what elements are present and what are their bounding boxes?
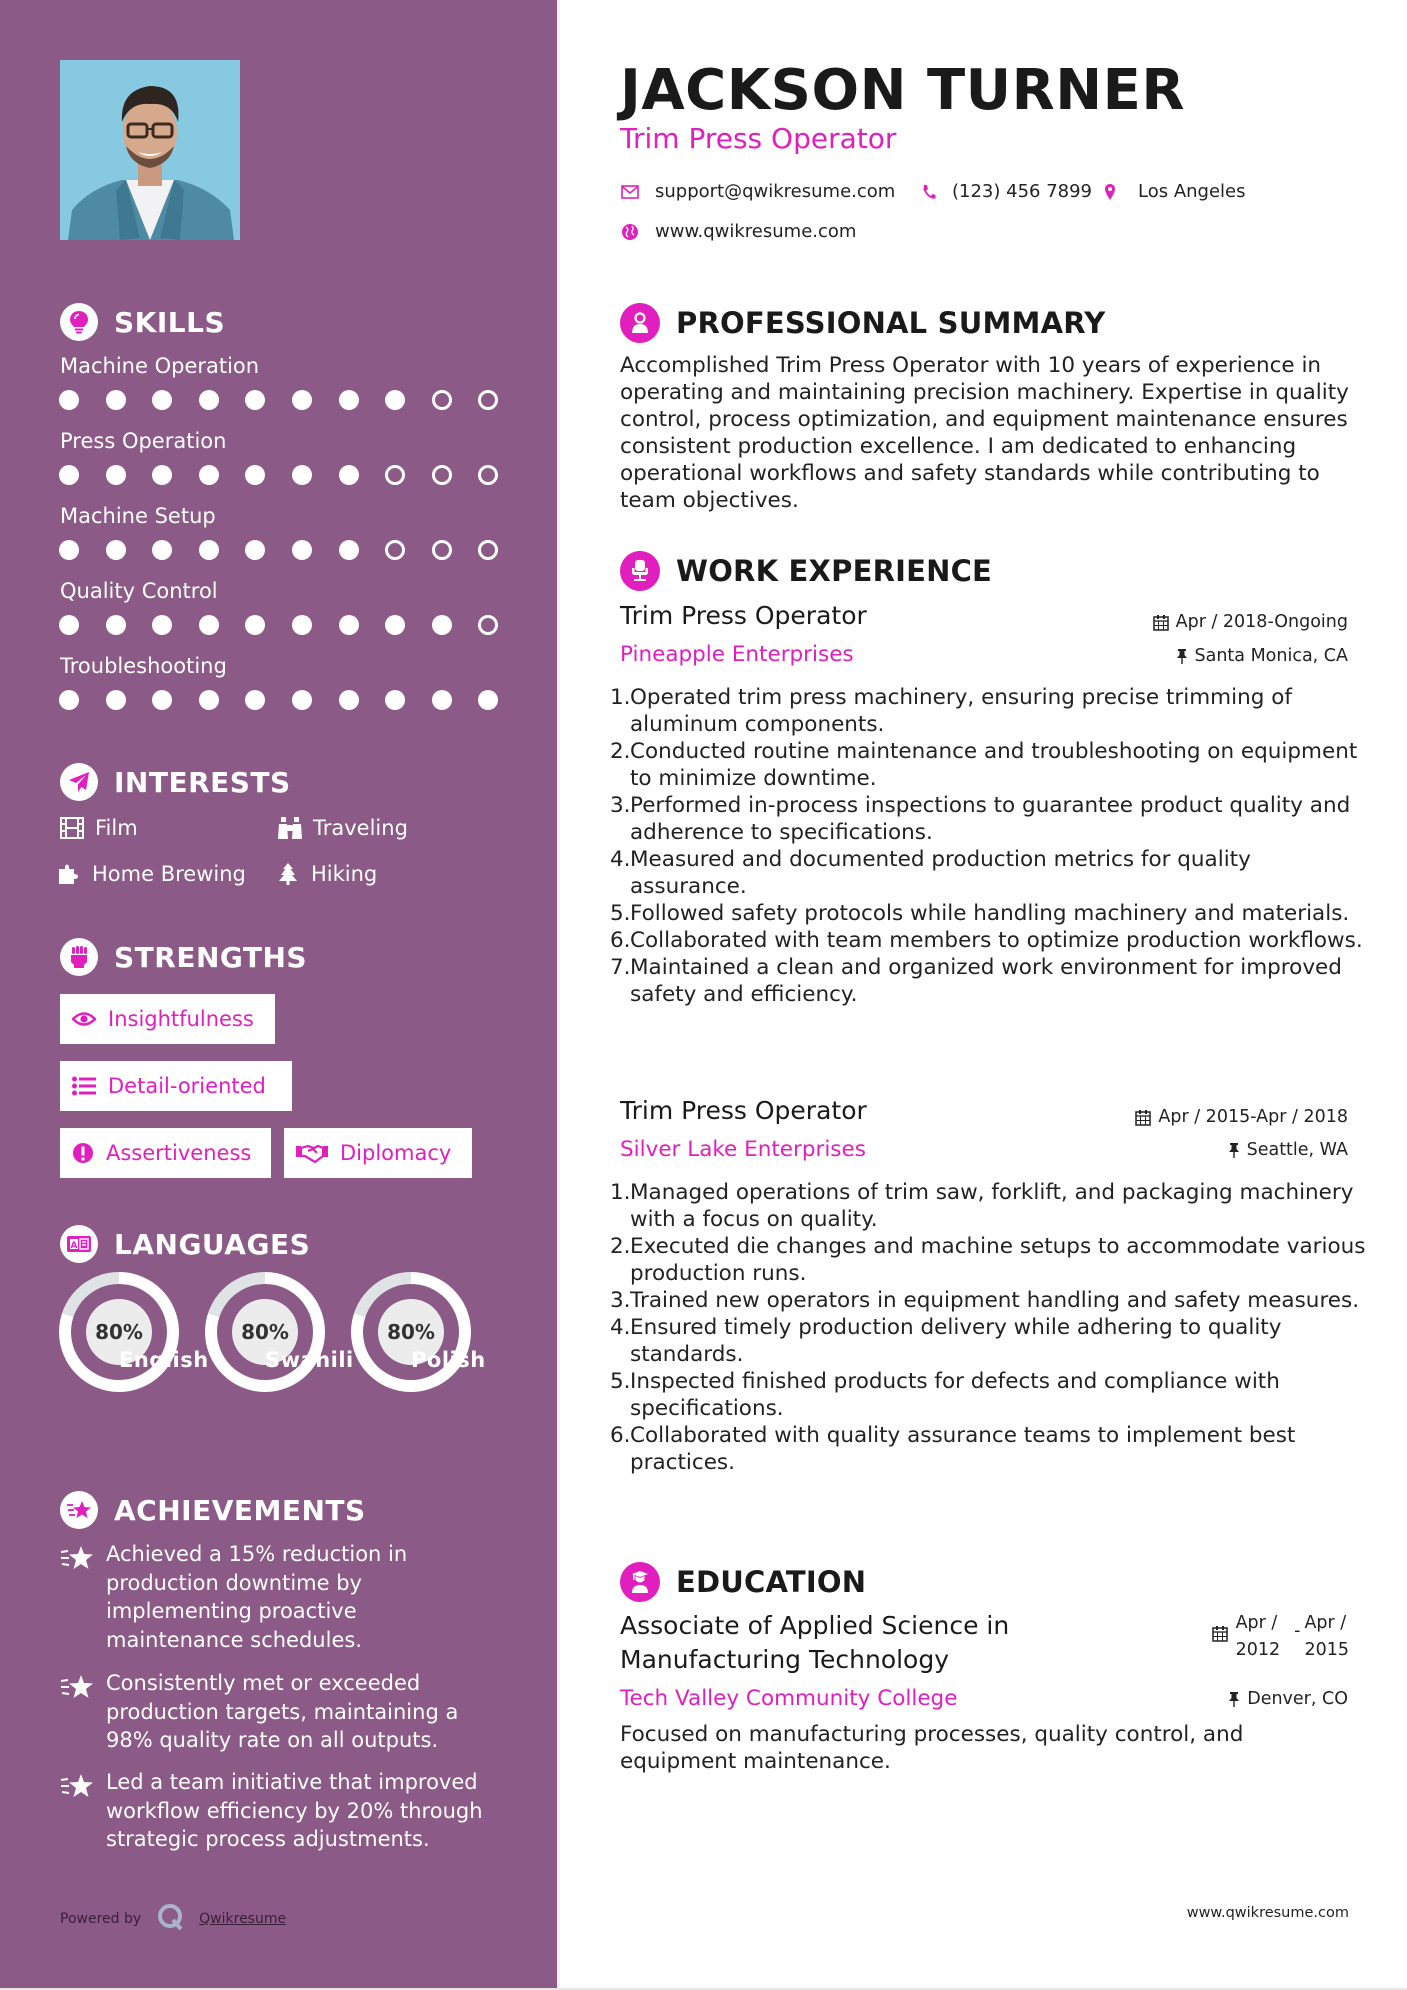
rating-dot-filled [152, 615, 172, 635]
shooting-star-icon [60, 1669, 106, 1755]
responsibility-item [610, 927, 1370, 954]
calendar-icon [1212, 1624, 1228, 1651]
school-name: Tech Valley Community College [620, 1686, 958, 1711]
strengths-title: STRENGTHS [114, 940, 308, 974]
rating-dot-filled [245, 615, 265, 635]
skill-label: Troubleshooting [60, 654, 227, 678]
job-dates-text: Apr / 2015-Apr / 2018 [1158, 1107, 1348, 1127]
responsibility-item [610, 954, 1370, 1008]
candidate-role: Trim Press Operator [620, 122, 897, 155]
rating-dot-filled [106, 540, 126, 560]
email-text: support@qwikresume.com [655, 181, 896, 202]
achievements-header [60, 1490, 366, 1530]
profile-photo [60, 60, 240, 240]
item-number: 3. [610, 1288, 631, 1313]
sidebar [0, 0, 557, 1990]
item-text: Inspected finished products for defects and compliance with specifications. [630, 1369, 1280, 1421]
rating-dot-filled [59, 465, 79, 485]
interest-home-brewing [56, 862, 246, 886]
item-number: 2. [610, 739, 631, 764]
skill-label: Machine Operation [60, 354, 260, 378]
responsibility-item [610, 1179, 1370, 1233]
item-number: 1. [610, 685, 631, 710]
rating-dot-empty [478, 465, 498, 485]
rating-dot-filled [106, 465, 126, 485]
interests-title: INTERESTS [114, 765, 291, 799]
item-text: Collaborated with quality assurance teams to implement best practices. [630, 1423, 1296, 1475]
language-percent: 80% [232, 1299, 298, 1365]
job-location [1228, 1140, 1348, 1160]
item-text: Maintained a clean and organized work environment for improved safety and efficiency. [630, 955, 1342, 1007]
skill-rating [59, 615, 525, 635]
rating-dot-filled [199, 615, 219, 635]
company-name: Pineapple Enterprises [620, 642, 854, 667]
language-percent: 80% [378, 1299, 444, 1365]
rating-dot-filled [245, 390, 265, 410]
website-text: www.qwikresume.com [655, 221, 857, 242]
interest-traveling [277, 816, 408, 840]
responsibility-item [610, 1368, 1370, 1422]
rating-dot-filled [432, 690, 452, 710]
language-name: English [119, 1348, 209, 1372]
language-swahili [205, 1272, 354, 1392]
interest-label: Home Brewing [92, 862, 246, 886]
rating-dot-filled [245, 690, 265, 710]
achievement-text: Led a team initiative that improved workflow efficiency by 20% through strategic process adjustments. [106, 1770, 483, 1851]
strength-label: Insightfulness [108, 1007, 254, 1031]
skill-rating [59, 465, 525, 485]
item-number: 5. [610, 1369, 631, 1394]
rating-dot-filled [59, 540, 79, 560]
globe-icon [621, 223, 639, 241]
responsibility-item [610, 684, 1370, 738]
shooting-star-icon [60, 1491, 98, 1529]
item-number: 4. [610, 847, 631, 872]
item-number: 6. [610, 928, 631, 953]
job-dates [1153, 612, 1348, 632]
start-date [1236, 1610, 1281, 1664]
achievement-text: Consistently met or exceeded production targets, maintaining a 98% quality rate on all outputs. [106, 1671, 459, 1752]
map-pin-icon [1104, 183, 1116, 201]
strength-label: Detail-oriented [108, 1074, 266, 1098]
pushpin-icon [1228, 1142, 1240, 1159]
job-title: Trim Press Operator [620, 601, 867, 630]
languages-title: LANGUAGES [114, 1227, 311, 1261]
rating-dot-empty [385, 540, 405, 560]
item-number: 5. [610, 901, 631, 926]
eye-icon [72, 1011, 96, 1027]
education-location-text: Denver, CO [1247, 1689, 1348, 1709]
rating-dot-filled [152, 390, 172, 410]
experience-title: WORK EXPERIENCE [676, 554, 993, 588]
strength-chip-diplomacy [284, 1128, 472, 1178]
rating-dot-filled [339, 465, 359, 485]
item-text: Performed in-process inspections to guarantee product quality and adherence to specifications. [630, 793, 1351, 845]
contact-website[interactable] [621, 221, 856, 242]
responsibility-item [610, 1422, 1370, 1476]
lightbulb-icon [60, 303, 98, 341]
rating-dot-filled [245, 540, 265, 560]
job-location-text: Seattle, WA [1246, 1140, 1348, 1160]
rating-dot-empty [432, 465, 452, 485]
end-year: 2015 [1304, 1640, 1349, 1660]
skill-label: Quality Control [60, 579, 218, 603]
item-text: Trained new operators in equipment handling and safety measures. [630, 1288, 1360, 1313]
rating-dot-filled [59, 615, 79, 635]
pushpin-icon [1176, 648, 1188, 665]
responsibility-item [610, 792, 1370, 846]
raised-fist-icon [60, 938, 98, 976]
contact-location [1104, 181, 1246, 202]
responsibility-item [610, 1287, 1370, 1314]
rating-dot-empty [385, 465, 405, 485]
rating-dot-filled [385, 690, 405, 710]
rating-dot-filled [199, 465, 219, 485]
rating-dot-empty [432, 390, 452, 410]
rating-dot-filled [199, 390, 219, 410]
job-title: Trim Press Operator [620, 1096, 867, 1125]
paper-plane-icon [60, 763, 98, 801]
end-date [1304, 1610, 1349, 1664]
responsibility-item [610, 1233, 1370, 1287]
rating-dot-filled [339, 615, 359, 635]
job-responsibilities [610, 684, 1370, 1008]
rating-dot-filled [339, 390, 359, 410]
puzzle-icon [56, 863, 82, 885]
job-location [1176, 646, 1349, 666]
skill-label: Machine Setup [60, 504, 216, 528]
responsibility-item [610, 900, 1370, 927]
education-title: EDUCATION [676, 1565, 867, 1599]
rating-dot-filled [199, 540, 219, 560]
rating-dot-filled [59, 690, 79, 710]
shooting-star-icon [60, 1768, 106, 1854]
strengths-header [60, 937, 307, 977]
location-text: Los Angeles [1138, 181, 1246, 202]
rating-dot-filled [292, 690, 312, 710]
rating-dot-filled [59, 390, 79, 410]
language-name: Polish [411, 1348, 486, 1372]
skills-header [60, 302, 225, 342]
item-number: 4. [610, 1315, 631, 1340]
education-location [1228, 1689, 1348, 1709]
achievement-item [60, 1669, 500, 1755]
rating-dot-filled [152, 465, 172, 485]
responsibility-item [610, 738, 1370, 792]
rating-dot-filled [245, 465, 265, 485]
skill-rating [59, 690, 525, 710]
rating-dot-filled [106, 390, 126, 410]
rating-dot-filled [478, 690, 498, 710]
item-text: Managed operations of trim saw, forklift, and packaging machinery with a focus on quality. [630, 1180, 1354, 1232]
item-text: Collaborated with team members to optimize production workflows. [630, 928, 1363, 953]
list-icon [72, 1076, 96, 1096]
skills-title: SKILLS [114, 305, 226, 339]
language-progress-ring [59, 1272, 179, 1392]
achievements-title: ACHIEVEMENTS [114, 1493, 366, 1527]
phone-icon [922, 184, 936, 200]
powered-by [60, 1903, 286, 1935]
tree-icon [275, 862, 301, 886]
item-number: 1. [610, 1180, 631, 1205]
rating-dot-empty [478, 540, 498, 560]
interest-hiking [275, 862, 377, 886]
achievement-text: Achieved a 15% reduction in production downtime by implementing proactive maintenance schedules. [106, 1542, 408, 1652]
rating-dot-filled [339, 690, 359, 710]
rating-dot-empty [432, 540, 452, 560]
interest-label: Traveling [313, 816, 408, 840]
item-text: Operated trim press machinery, ensuring precise trimming of aluminum components. [630, 685, 1292, 737]
interest-film [59, 816, 138, 840]
languages-header [60, 1224, 310, 1264]
item-text: Executed die changes and machine setups to accommodate various production runs. [630, 1234, 1366, 1286]
strength-chip-insightfulness [60, 994, 275, 1044]
strength-label: Diplomacy [340, 1141, 452, 1165]
language-progress-ring [205, 1272, 325, 1392]
rating-dot-filled [152, 540, 172, 560]
rating-dot-filled [385, 615, 405, 635]
job-responsibilities [610, 1179, 1370, 1476]
item-number: 7. [610, 955, 631, 980]
summary-header [620, 303, 1105, 343]
skill-rating [59, 540, 525, 560]
degree-line-2: Manufacturing Technology [620, 1645, 950, 1674]
rating-dot-filled [106, 690, 126, 710]
rating-dot-filled [292, 465, 312, 485]
film-icon [59, 817, 85, 839]
experience-header [620, 551, 992, 591]
calendar-icon [1153, 614, 1169, 631]
summary-title: PROFESSIONAL SUMMARY [676, 306, 1106, 340]
exclamation-icon [72, 1142, 94, 1164]
degree-line-1: Associate of Applied Science in [620, 1611, 1010, 1640]
qwikresume-logo-icon [157, 1903, 185, 1935]
language-english [59, 1272, 209, 1392]
rating-dot-empty [478, 390, 498, 410]
binoculars-icon [277, 816, 303, 840]
svg-text:A: A [70, 1241, 78, 1251]
rating-dot-filled [106, 615, 126, 635]
job-location-text: Santa Monica, CA [1194, 646, 1348, 666]
start-year: 2012 [1235, 1640, 1281, 1660]
footer-website[interactable]: www.qwikresume.com [1186, 1905, 1349, 1921]
contact-phone[interactable] [922, 181, 1092, 202]
job-dates [1135, 1107, 1348, 1127]
item-number: 3. [610, 793, 631, 818]
rating-dot-filled [385, 390, 405, 410]
interest-label: Film [95, 816, 138, 840]
skill-rating [59, 390, 525, 410]
graduate-icon [620, 1562, 660, 1602]
company-name: Silver Lake Enterprises [620, 1137, 866, 1162]
item-number: 2. [610, 1234, 631, 1259]
pushpin-icon [1228, 1691, 1240, 1708]
candidate-name: JACKSON TURNER [620, 58, 1186, 123]
rating-dot-filled [292, 390, 312, 410]
contact-email[interactable] [621, 181, 895, 202]
office-chair-icon [620, 551, 660, 591]
phone-text: (123) 456 7899 [952, 181, 1093, 202]
main-column [560, 0, 1407, 1990]
language-percent: 80% [86, 1299, 152, 1365]
rating-dot-filled [292, 540, 312, 560]
language-polish [351, 1272, 486, 1392]
education-dates [1212, 1610, 1349, 1664]
language-progress-ring [351, 1272, 471, 1392]
item-number: 6. [610, 1423, 631, 1448]
envelope-icon [621, 185, 639, 199]
summary-text: Accomplished Trim Press Operator with 10 years of experience in operating and maintaining precision machinery. Expertise in quality control, process optimization, and equipment maintenance ensures consistent production excellence. I am dedicated to enhancing operational workflows and safety standards while contributing to team objectives. [620, 353, 1349, 513]
rating-dot-filled [339, 540, 359, 560]
qwikresume-link[interactable]: Qwikresume [199, 1911, 287, 1927]
end-month: Apr / [1304, 1613, 1347, 1633]
date-separator: - [1294, 1621, 1301, 1641]
skill-label: Press Operation [60, 429, 227, 453]
item-text: Measured and documented production metrics for quality assurance. [630, 847, 1251, 899]
rating-dot-empty [478, 615, 498, 635]
job-dates-text: Apr / 2018-Ongoing [1175, 612, 1348, 632]
calendar-icon [1135, 1109, 1151, 1126]
item-text: Followed safety protocols while handling machinery and materials. [630, 901, 1350, 926]
item-text: Conducted routine maintenance and troubleshooting on equipment to minimize downtime. [630, 739, 1358, 791]
handshake-icon [296, 1143, 328, 1163]
item-text: Ensured timely production delivery while adhering to quality standards. [630, 1315, 1282, 1367]
rating-dot-filled [432, 615, 452, 635]
interests-header [60, 762, 291, 802]
strength-chip-assertiveness [60, 1128, 271, 1178]
start-month: Apr / [1235, 1613, 1278, 1633]
rating-dot-filled [152, 690, 172, 710]
interest-label: Hiking [311, 862, 378, 886]
responsibility-item [610, 846, 1370, 900]
powered-by-label: Powered by [60, 1911, 142, 1927]
rating-dot-filled [292, 615, 312, 635]
education-description: Focused on manufacturing processes, quality control, and equipment maintenance. [620, 1722, 1244, 1774]
education-header [620, 1562, 866, 1602]
achievement-item [60, 1768, 500, 1854]
rating-dot-filled [199, 690, 219, 710]
achievement-item [60, 1540, 500, 1654]
language-name: Swahili [265, 1348, 354, 1372]
strength-label: Assertiveness [106, 1141, 252, 1165]
shooting-star-icon [60, 1540, 106, 1654]
responsibility-item [610, 1314, 1370, 1368]
strength-chip-detail-oriented [60, 1061, 292, 1111]
user-icon [620, 303, 660, 343]
translate-icon [60, 1225, 98, 1263]
